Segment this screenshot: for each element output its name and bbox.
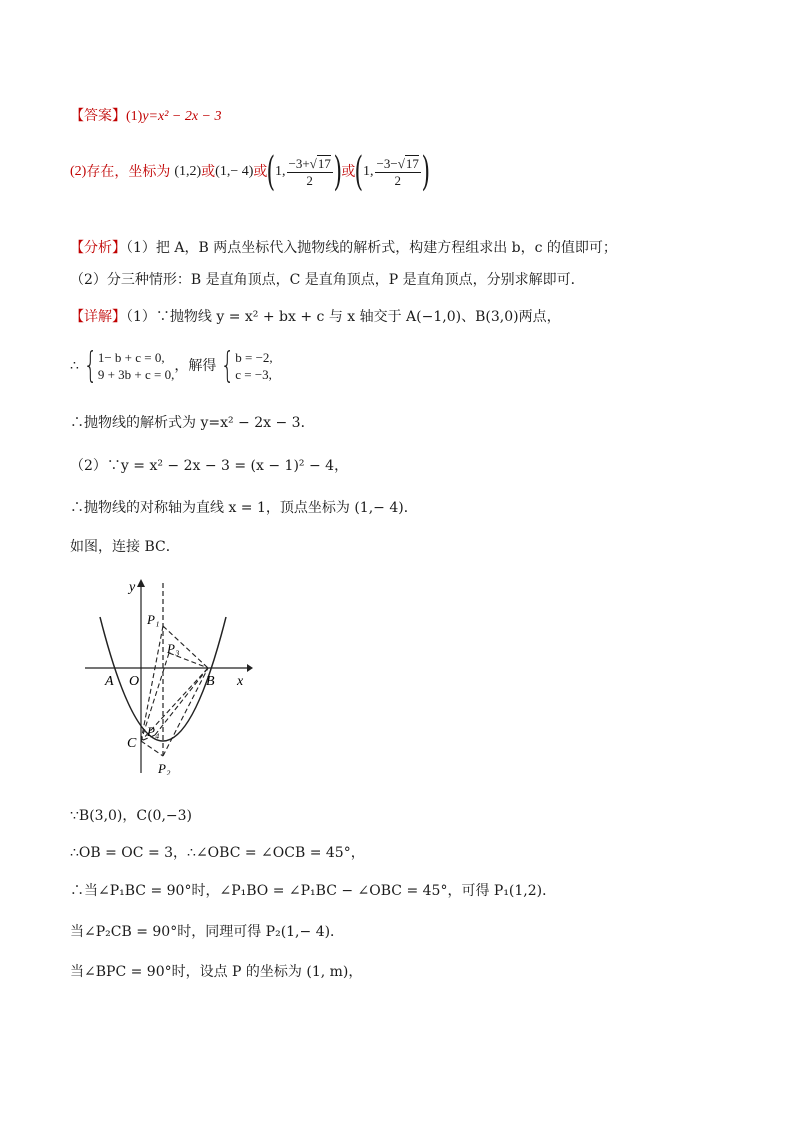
answer-point-2: (1,− 4) xyxy=(215,164,254,179)
answer-part1-formula: y=x² − 2x − 3 xyxy=(142,109,222,124)
left-brace: { xyxy=(220,345,235,386)
detail-line-5 xyxy=(70,498,418,518)
detail-text-10: 当∠P₂CB = 90°时，同理可得 P₂(1,− 4)． xyxy=(70,924,345,940)
system-equations xyxy=(98,349,175,383)
label-x: x xyxy=(237,674,244,689)
frac-3-den: 2 xyxy=(306,172,313,188)
detail-text-7: ∵B(3,0)，C(0,−3) xyxy=(70,808,193,824)
left-paren: ( xyxy=(266,149,276,195)
solution-eq-1: b = −2, xyxy=(235,350,273,365)
left-brace: { xyxy=(83,345,98,386)
analysis-tag: 【分析】 xyxy=(70,240,126,256)
answer-point-4-x: 1, xyxy=(363,164,374,179)
label-p2: P₂ xyxy=(158,761,171,775)
detail-line-11 xyxy=(70,962,362,982)
label-b: B xyxy=(206,674,215,689)
detail-line-3 xyxy=(70,413,315,433)
answer-or-2: 或 xyxy=(253,164,268,180)
detail-text-9: ∴当∠P₁BC = 90°时，∠P₁BO = ∠P₁BC − ∠OBC = 45°，可得 P₁(1,2)． xyxy=(70,883,557,899)
label-p3: P₃ xyxy=(167,641,180,656)
answer-point-1: (1,2) xyxy=(174,164,202,179)
detail-line-1 xyxy=(70,307,561,327)
parabola-figure xyxy=(75,575,255,775)
frac-3-prefix: −3+ xyxy=(288,155,310,171)
analysis-text-2: （2）分三种情形：B 是直角顶点，C 是直角顶点，P 是直角顶点，分别求解即可． xyxy=(70,272,585,288)
label-p4: P₄ xyxy=(147,724,160,739)
system-eq-2: 9 + 3b + c = 0, xyxy=(97,367,175,382)
detail-text-4: （2）∵y = x² − 2x − 3 = (x − 1)² − 4， xyxy=(70,458,349,474)
frac-3-sqrt: 17 xyxy=(317,155,331,171)
frac-4-prefix: −3− xyxy=(376,155,398,171)
answer-point-3-x: 1, xyxy=(275,164,286,179)
label-a: A xyxy=(105,674,114,689)
solution-equations xyxy=(235,349,272,383)
answer-tag: 【答案】 xyxy=(70,108,126,124)
detail-line-7 xyxy=(70,806,192,826)
left-paren: ( xyxy=(354,149,364,195)
y-axis-arrow xyxy=(137,579,145,587)
frac-4-sqrt: 17 xyxy=(405,155,419,171)
label-p1: P₁ xyxy=(147,612,160,627)
answer-part2-text: 存在，坐标为 xyxy=(86,164,171,180)
solution-eq-2: c = −3, xyxy=(235,367,272,382)
detail-line-9 xyxy=(70,881,556,901)
system-mid: ，解得 xyxy=(174,358,217,374)
detail-text-8: ∴OB = OC = 3，∴∠OBC = ∠OCB = 45°， xyxy=(70,845,365,861)
detail-text-6: 如图，连接 BC． xyxy=(70,539,180,555)
analysis-line-1 xyxy=(70,238,617,258)
x-axis-arrow xyxy=(247,664,253,672)
answer-point-4-fraction: $\frac{-3-√17}{2}$ xyxy=(376,155,419,188)
detail-tag: 【详解】 xyxy=(70,309,126,325)
answer-part1-label: (1) xyxy=(126,109,143,124)
detail-line-6 xyxy=(70,537,180,557)
detail-line-10 xyxy=(70,922,344,942)
analysis-text-1: （1）把 A，B 两点坐标代入抛物线的解析式，构建方程组求出 b，c 的值即可； xyxy=(126,240,617,256)
detail-text-11: 当∠BPC = 90°时，设点 P 的坐标为 (1, m)， xyxy=(70,964,363,980)
detail-text-1: （1）∵抛物线 y = x² + bx + c 与 x 轴交于 A(−1,0)、B(3,0)两点， xyxy=(126,309,561,325)
detail-text-5: ∴抛物线的对称轴为直线 x = 1，顶点坐标为 (1,− 4)． xyxy=(70,500,418,516)
answer-or-3: 或 xyxy=(341,164,356,180)
detail-line-4 xyxy=(70,456,348,476)
detail-system xyxy=(70,346,273,386)
right-paren: ) xyxy=(421,149,430,195)
frac-4-den: 2 xyxy=(394,172,401,188)
label-c: C xyxy=(127,736,137,751)
answer-line-2 xyxy=(70,150,429,194)
label-o: O xyxy=(129,674,140,689)
answer-line-1 xyxy=(70,106,222,127)
analysis-line-2 xyxy=(70,270,585,290)
detail-line-8 xyxy=(70,843,365,863)
detail-text-3: ∴抛物线的解析式为 y=x² − 2x − 3． xyxy=(70,415,315,431)
label-y: y xyxy=(129,580,136,595)
answer-part2-label: (2) xyxy=(70,164,87,179)
answer-point-3-fraction: $\frac{-3+√17}{2}$ xyxy=(288,155,331,188)
system-prefix: ∴ xyxy=(70,358,79,374)
answer-or-1: 或 xyxy=(201,164,216,180)
right-paren: ) xyxy=(333,149,342,195)
system-eq-1: 1− b + c = 0, xyxy=(97,350,165,365)
